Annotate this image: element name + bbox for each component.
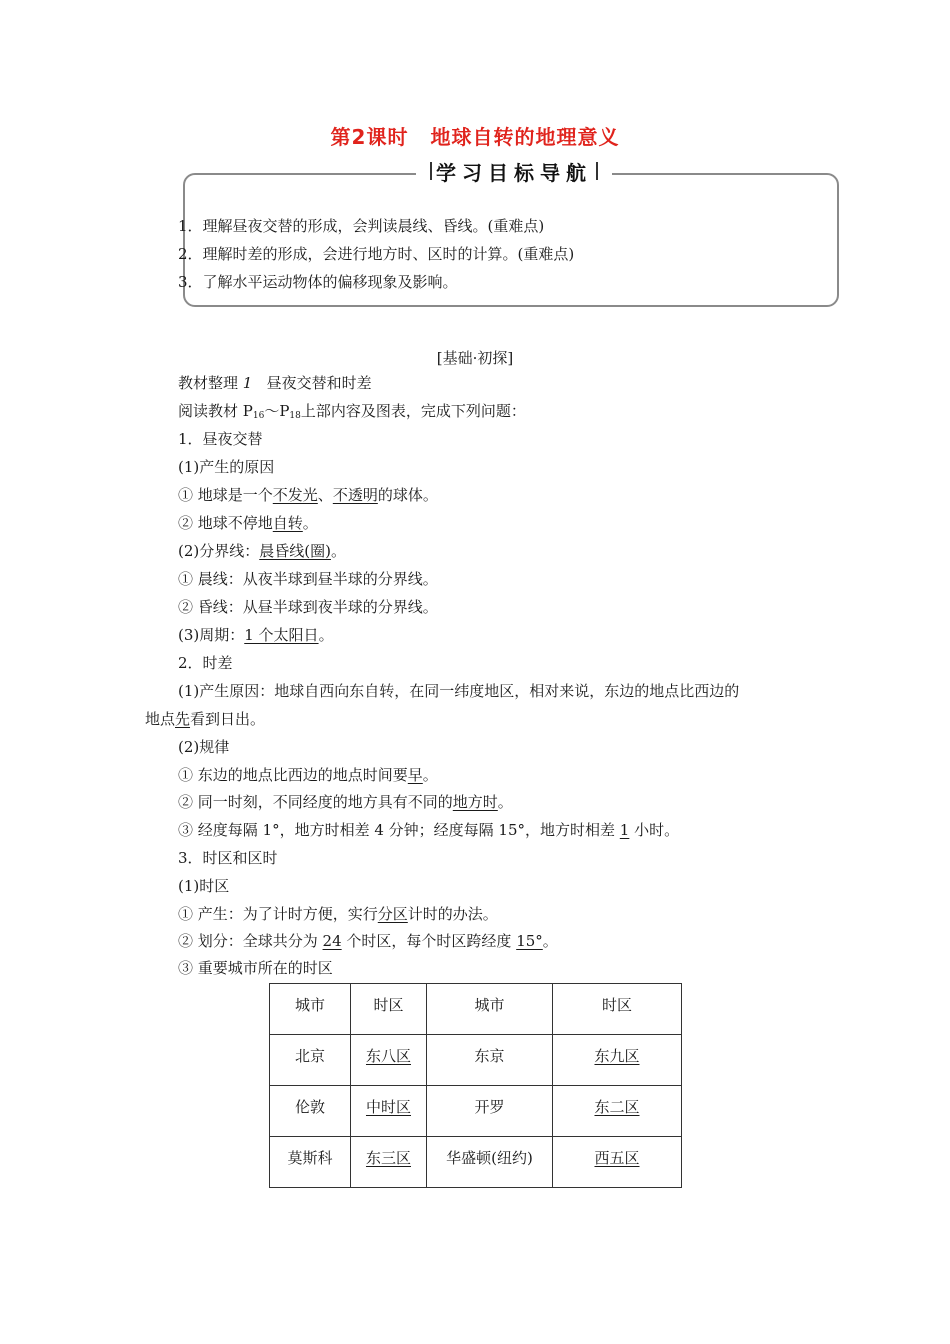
table-cell: 东九区 [553, 1035, 682, 1086]
material-heading: 教材整理 1 昼夜交替和时差 [178, 374, 372, 392]
table-cell: 中时区 [351, 1086, 427, 1137]
table-cell: 北京 [270, 1035, 351, 1086]
answer-blank: 自转 [272, 514, 303, 532]
content-line: ② 同一时刻，不同经度的地方具有不同的地方时。 [178, 793, 513, 811]
answer-blank: 不发光 [272, 486, 318, 504]
table-cell: 华盛顿(纽约) [427, 1137, 553, 1188]
answer-blank: 不透明 [332, 486, 378, 504]
content-line: ③ 重要城市所在的时区 [178, 959, 333, 977]
answer-blank: 1 个太阳日 [244, 626, 319, 644]
content-line: ② 昏线：从昼半球到夜半球的分界线。 [178, 598, 438, 616]
objectives-list [178, 212, 574, 296]
content-line: (1)时区 [178, 877, 230, 895]
table-header: 时区 [553, 984, 682, 1035]
objective-item: 3．了解水平运动物体的偏移现象及影响。 [178, 273, 458, 291]
table-cell: 东二区 [553, 1086, 682, 1137]
answer-blank: 地方时 [452, 793, 498, 811]
answer-blank: 晨昏线(圈) [259, 542, 331, 560]
objective-item: 1．理解昼夜交替的形成，会判读晨线、昏线。(重难点) [178, 217, 545, 235]
table-header: 城市 [427, 984, 553, 1035]
subheading-cause: (1)产生的原因 [178, 458, 275, 476]
content-line: ② 划分：全球共分为 24 个时区，每个时区跨经度 15°。 [178, 932, 558, 950]
content-line: (3)周期：1 个太阳日。 [178, 626, 334, 644]
heading-day-night: 1．昼夜交替 [178, 430, 263, 448]
content-line: ① 地球是一个不发光、不透明的球体。 [178, 486, 438, 504]
content-line: (1)产生原因：地球自西向东自转，在同一纬度地区，相对来说，东边的地点比西边的 [178, 682, 740, 700]
content-line: ③ 经度每隔 1°，地方时相差 4 分钟；经度每隔 15°，地方时相差 1 小时。 [178, 821, 680, 839]
content-line: ① 东边的地点比西边的地点时间要早。 [178, 766, 438, 784]
heading-time-zones: 3．时区和区时 [178, 849, 278, 867]
page-title: 第2课时 地球自转的地理意义 [330, 125, 620, 149]
time-zone-table [269, 983, 682, 1188]
content-line: ① 产生：为了计时方便，实行分区计时的办法。 [178, 905, 498, 923]
answer-blank: 24 [322, 932, 342, 950]
answer-blank: 分区 [377, 905, 408, 923]
table-header-row [270, 984, 682, 1035]
table-row [270, 1086, 682, 1137]
table-cell: 东三区 [351, 1137, 427, 1188]
table-cell: 西五区 [553, 1137, 682, 1188]
table-cell: 莫斯科 [270, 1137, 351, 1188]
reading-instruction: 阅读教材 $P_{16}\sim P_{18}$上部内容及图表，完成下列问题： [178, 402, 526, 421]
table-cell: 伦敦 [270, 1086, 351, 1137]
content-line: (2)分界线：晨昏线(圈)。 [178, 542, 346, 560]
table-cell: 东八区 [351, 1035, 427, 1086]
content-line: 地点先看到日出。 [145, 710, 266, 728]
answer-blank: 1 [619, 821, 630, 839]
answer-blank: 早 [407, 766, 423, 784]
content-line: (2)规律 [178, 738, 230, 756]
content-line: ② 地球不停地自转。 [178, 514, 318, 532]
table-cell: 开罗 [427, 1086, 553, 1137]
content-line: ① 晨线：从夜半球到昼半球的分界线。 [178, 570, 438, 588]
table-header: 城市 [270, 984, 351, 1035]
table-row [270, 1137, 682, 1188]
table-row [270, 1035, 682, 1086]
heading-time-difference: 2．时差 [178, 654, 233, 672]
answer-blank: 先 [175, 710, 191, 728]
objectives-heading: 学习目标导航 [416, 156, 612, 186]
table-cell: 东京 [427, 1035, 553, 1086]
table-header: 时区 [351, 984, 427, 1035]
answer-blank: 15° [516, 932, 543, 950]
objective-item: 2．理解时差的形成，会进行地方时、区时的计算。(重难点) [178, 245, 575, 263]
section-label: [基础·初探] [436, 349, 514, 367]
